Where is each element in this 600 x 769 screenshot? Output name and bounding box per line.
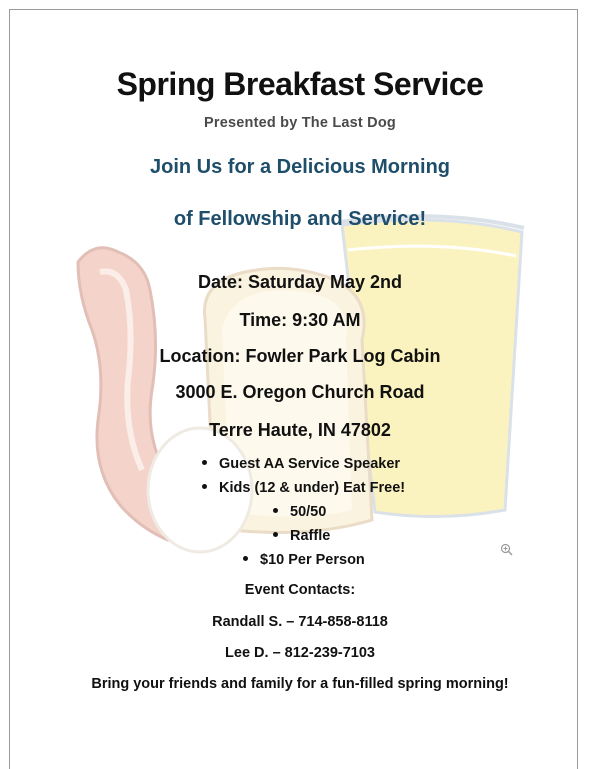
- bullet-icon: [243, 556, 248, 561]
- list-item: [202, 456, 400, 472]
- tagline-line-1: Join Us for a Delicious Morning: [149, 156, 451, 178]
- list-item: [243, 552, 365, 568]
- list-item-text: $10 Per Person: [260, 552, 365, 568]
- list-item-text: Guest AA Service Speaker: [219, 456, 401, 472]
- event-date: Date: Saturday May 2nd: [197, 272, 403, 292]
- event-time: Time: 9:30 AM: [239, 310, 361, 330]
- zoom-in-icon[interactable]: [500, 543, 513, 556]
- contact-lee: Lee D. – 812-239-7103: [225, 645, 375, 661]
- closing-line: Bring your friends and family for a fun-filled spring morning!: [91, 676, 509, 692]
- bullet-icon: [273, 532, 278, 537]
- flyer-subtitle: Presented by The Last Dog: [204, 115, 396, 131]
- bullet-icon: [202, 460, 207, 465]
- contact-randall: Randall S. – 714-858-8118: [212, 614, 388, 630]
- list-item: [273, 528, 330, 544]
- list-item: [273, 504, 326, 520]
- tagline-line-2: of Fellowship and Service!: [173, 208, 427, 230]
- bullet-icon: [273, 508, 278, 513]
- list-item-text: Raffle: [290, 528, 331, 544]
- list-item-text: Kids (12 & under) Eat Free!: [219, 480, 406, 496]
- list-item-text: 50/50: [290, 504, 327, 520]
- flyer-title: Spring Breakfast Service: [116, 66, 484, 102]
- event-address-street: 3000 E. Oregon Church Road: [175, 382, 425, 402]
- event-location: Location: Fowler Park Log Cabin: [159, 346, 441, 366]
- bullet-icon: [202, 484, 207, 489]
- contacts-heading: Event Contacts:: [244, 582, 356, 598]
- event-address-city: Terre Haute, IN 47802: [209, 420, 391, 440]
- list-item: [202, 480, 405, 496]
